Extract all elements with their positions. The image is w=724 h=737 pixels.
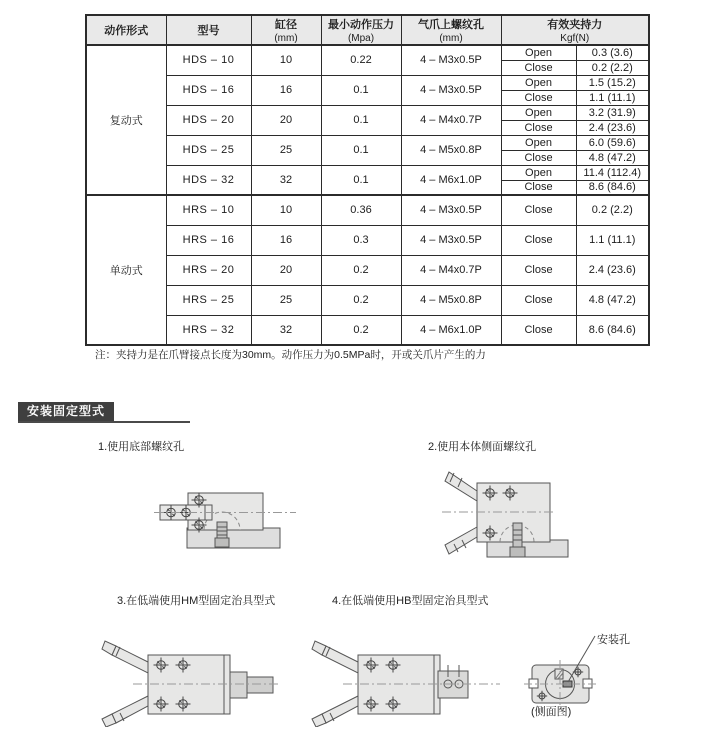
- cell-direction: Close: [501, 90, 576, 105]
- cell-direction: Close: [501, 60, 576, 75]
- cell-thread: 4 – M3x0.5P: [401, 225, 501, 255]
- diagram-side-mount: [440, 455, 600, 580]
- cell-direction: Close: [501, 180, 576, 195]
- cell-model: HDS – 25: [166, 135, 251, 165]
- section-title: 安装固定型式: [18, 402, 114, 421]
- cell-force: 1.1 (11.1): [576, 225, 649, 255]
- cell-model: HDS – 16: [166, 75, 251, 105]
- cell-force: 2.4 (23.6): [576, 120, 649, 135]
- diagram-hb-fixture: [310, 615, 510, 727]
- figure-label-2: 2.使用本体侧面螺纹孔: [428, 441, 537, 453]
- cell-model: HDS – 32: [166, 165, 251, 195]
- cell-direction: Close: [501, 225, 576, 255]
- cell-bore: 16: [251, 225, 321, 255]
- cell-model: HRS – 10: [166, 195, 251, 225]
- cell-thread: 4 – M4x0.7P: [401, 105, 501, 135]
- cell-force: 1.1 (11.1): [576, 90, 649, 105]
- cell-force: 0.2 (2.2): [576, 60, 649, 75]
- figure-label-3: 3.在低端使用HM型固定治具型式: [117, 595, 276, 607]
- cell-force: 0.2 (2.2): [576, 195, 649, 225]
- cell-force: 3.2 (31.9): [576, 105, 649, 120]
- cell-thread: 4 – M6x1.0P: [401, 165, 501, 195]
- cell-action-type: 复动式: [86, 45, 166, 195]
- cell-direction: Close: [501, 150, 576, 165]
- cell-pressure: 0.2: [321, 315, 401, 345]
- cell-thread: 4 – M5x0.8P: [401, 285, 501, 315]
- cell-model: HRS – 16: [166, 225, 251, 255]
- table-row: [86, 105, 649, 120]
- cell-thread: 4 – M3x0.5P: [401, 195, 501, 225]
- cell-direction: Open: [501, 135, 576, 150]
- cell-thread: 4 – M3x0.5P: [401, 75, 501, 105]
- table-row: [86, 135, 649, 150]
- diagram-hm-fixture: [100, 615, 300, 727]
- cell-model: HRS – 25: [166, 285, 251, 315]
- header-grip-force: 有效夹持力 Kgf(N): [501, 15, 649, 45]
- figure-label-4: 4.在低端使用HB型固定治具型式: [332, 595, 489, 607]
- cell-pressure: 0.2: [321, 285, 401, 315]
- table-row: [86, 165, 649, 180]
- cell-direction: Close: [501, 255, 576, 285]
- cell-pressure: 0.1: [321, 135, 401, 165]
- cell-force: 4.8 (47.2): [576, 150, 649, 165]
- diagram-bottom-mount: [150, 478, 300, 573]
- cell-bore: 25: [251, 285, 321, 315]
- table-note: 注：夹持力是在爪臂接点长度为30mm。动作压力为0.5MPa时，开或关爪片产生的力: [95, 349, 486, 361]
- cell-action-type: 单动式: [86, 195, 166, 345]
- section-header: [18, 402, 190, 423]
- table-header-row: [86, 15, 649, 45]
- header-thread-holes: 气爪上螺纹孔 (mm): [401, 15, 501, 45]
- cell-bore: 25: [251, 135, 321, 165]
- table-row: [86, 315, 649, 345]
- table-row: [86, 195, 649, 225]
- figure-label-1: 1.使用底部螺纹孔: [98, 441, 185, 453]
- cell-bore: 16: [251, 75, 321, 105]
- cell-force: 8.6 (84.6): [576, 315, 649, 345]
- table-row: [86, 285, 649, 315]
- cell-model: HDS – 20: [166, 105, 251, 135]
- cell-force: 4.8 (47.2): [576, 285, 649, 315]
- header-min-pressure: 最小动作压力 (Mpa): [321, 15, 401, 45]
- cell-direction: Close: [501, 195, 576, 225]
- cell-direction: Close: [501, 285, 576, 315]
- table-row: [86, 255, 649, 285]
- cell-thread: 4 – M4x0.7P: [401, 255, 501, 285]
- spec-table: [85, 14, 650, 346]
- cell-force: 0.3 (3.6): [576, 45, 649, 60]
- header-action-type: 动作形式: [86, 15, 166, 45]
- cell-model: HRS – 32: [166, 315, 251, 345]
- cell-direction: Close: [501, 120, 576, 135]
- mounting-hole-callout: 安装孔: [597, 634, 630, 646]
- cell-thread: 4 – M5x0.8P: [401, 135, 501, 165]
- cell-pressure: 0.22: [321, 45, 401, 75]
- cell-bore: 20: [251, 105, 321, 135]
- cell-direction: Close: [501, 315, 576, 345]
- cell-force: 2.4 (23.6): [576, 255, 649, 285]
- cell-pressure: 0.1: [321, 75, 401, 105]
- cell-direction: Open: [501, 105, 576, 120]
- cell-bore: 20: [251, 255, 321, 285]
- table-row: [86, 75, 649, 90]
- cell-pressure: 0.1: [321, 165, 401, 195]
- cell-force: 6.0 (59.6): [576, 135, 649, 150]
- cell-thread: 4 – M6x1.0P: [401, 315, 501, 345]
- cell-direction: Open: [501, 165, 576, 180]
- cell-direction: Open: [501, 45, 576, 60]
- cell-pressure: 0.3: [321, 225, 401, 255]
- cell-bore: 10: [251, 45, 321, 75]
- cell-force: 11.4 (112.4): [576, 165, 649, 180]
- cell-force: 1.5 (15.2): [576, 75, 649, 90]
- cell-bore: 32: [251, 165, 321, 195]
- cell-model: HDS – 10: [166, 45, 251, 75]
- cell-bore: 10: [251, 195, 321, 225]
- side-view-caption: (侧面图): [531, 706, 572, 718]
- cell-pressure: 0.2: [321, 255, 401, 285]
- table-row: [86, 225, 649, 255]
- cell-model: HRS – 20: [166, 255, 251, 285]
- cell-thread: 4 – M3x0.5P: [401, 45, 501, 75]
- cell-pressure: 0.1: [321, 105, 401, 135]
- header-model: 型号: [166, 15, 251, 45]
- header-bore: 缸径 (mm): [251, 15, 321, 45]
- table-row: [86, 45, 649, 60]
- cell-force: 8.6 (84.6): [576, 180, 649, 195]
- cell-direction: Open: [501, 75, 576, 90]
- cell-bore: 32: [251, 315, 321, 345]
- cell-pressure: 0.36: [321, 195, 401, 225]
